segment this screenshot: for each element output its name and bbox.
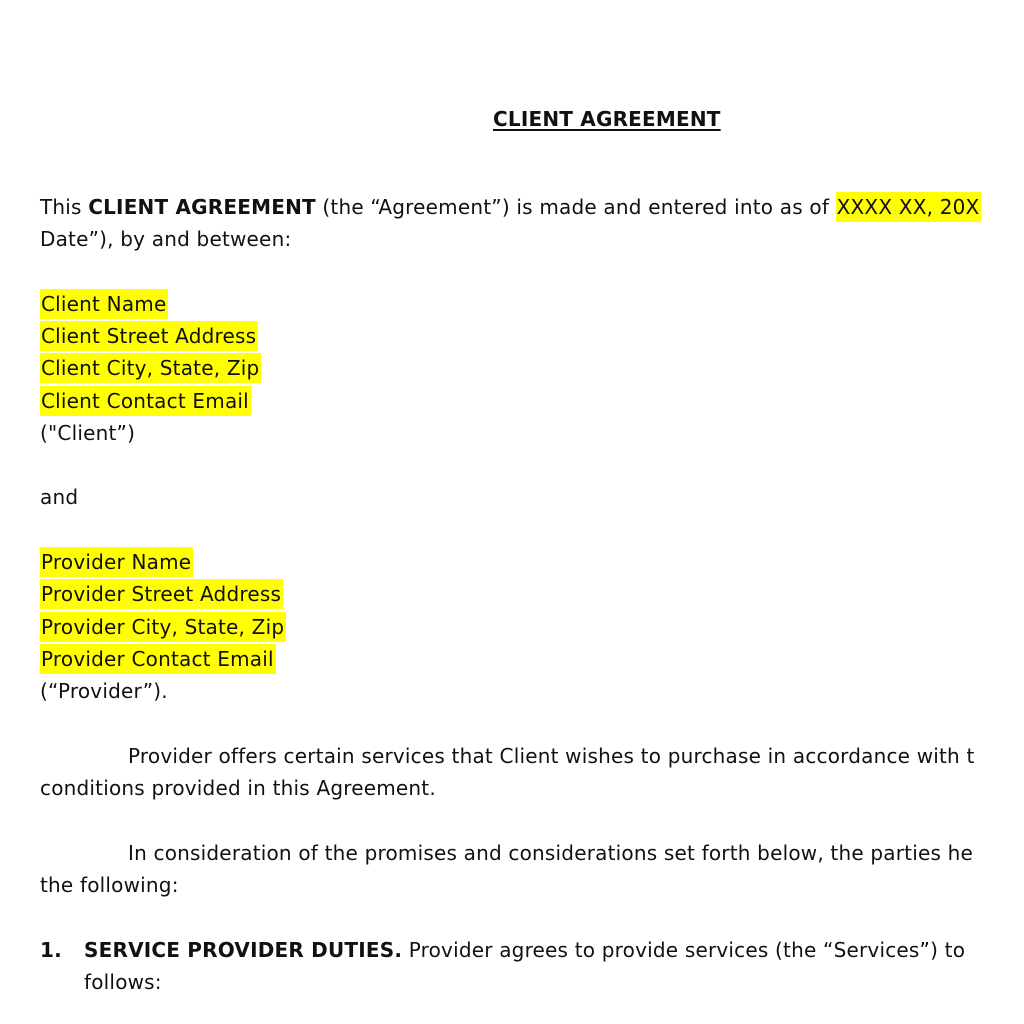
document-title: CLIENT AGREEMENT [493, 107, 721, 131]
effective-date-placeholder: XXXX XX, 20X [836, 192, 982, 222]
and-text: and [40, 485, 79, 509]
section-1-line-2: follows: [84, 970, 162, 994]
provider-name-line [40, 550, 193, 574]
client-name-line [40, 292, 168, 316]
recital-1-line-2: conditions provided in this Agreement. [40, 776, 436, 800]
section-1-line-1 [84, 938, 965, 962]
client-city-placeholder: Client City, State, Zip [40, 353, 261, 383]
provider-email-line [40, 647, 276, 671]
provider-city-line [40, 615, 286, 639]
client-name-placeholder: Client Name [40, 289, 168, 319]
provider-street-line [40, 582, 283, 606]
section-1-text: Provider agrees to provide services (the “Services”) to [402, 938, 966, 962]
recital-2-line-2: the following: [40, 873, 179, 897]
intro-line-2: Date”), by and between: [40, 227, 292, 251]
provider-city-placeholder: Provider City, State, Zip [40, 612, 286, 642]
client-email-placeholder: Client Contact Email [40, 386, 251, 416]
intro-text-middle: (the “Agreement”) is made and entered into as of [315, 195, 836, 219]
section-1-heading: SERVICE PROVIDER DUTIES. [84, 938, 403, 962]
client-email-line [40, 389, 251, 413]
provider-name-placeholder: Provider Name [40, 547, 193, 577]
client-street-placeholder: Client Street Address [40, 321, 258, 351]
provider-street-placeholder: Provider Street Address [40, 579, 283, 609]
recital-2-line-1: In consideration of the promises and considerations set forth below, the parties he [128, 841, 974, 865]
provider-label: (“Provider”). [40, 679, 168, 703]
intro-line-1 [40, 195, 981, 219]
client-street-line [40, 324, 258, 348]
section-1-number: 1. [40, 938, 62, 962]
client-label: ("Client”) [40, 421, 136, 445]
intro-bold-agreement: CLIENT AGREEMENT [88, 195, 316, 219]
client-city-line [40, 356, 261, 380]
recital-1-line-1: Provider offers certain services that Client wishes to purchase in accordance with t [128, 744, 975, 768]
intro-text-start: This [40, 195, 89, 219]
provider-email-placeholder: Provider Contact Email [40, 644, 276, 674]
